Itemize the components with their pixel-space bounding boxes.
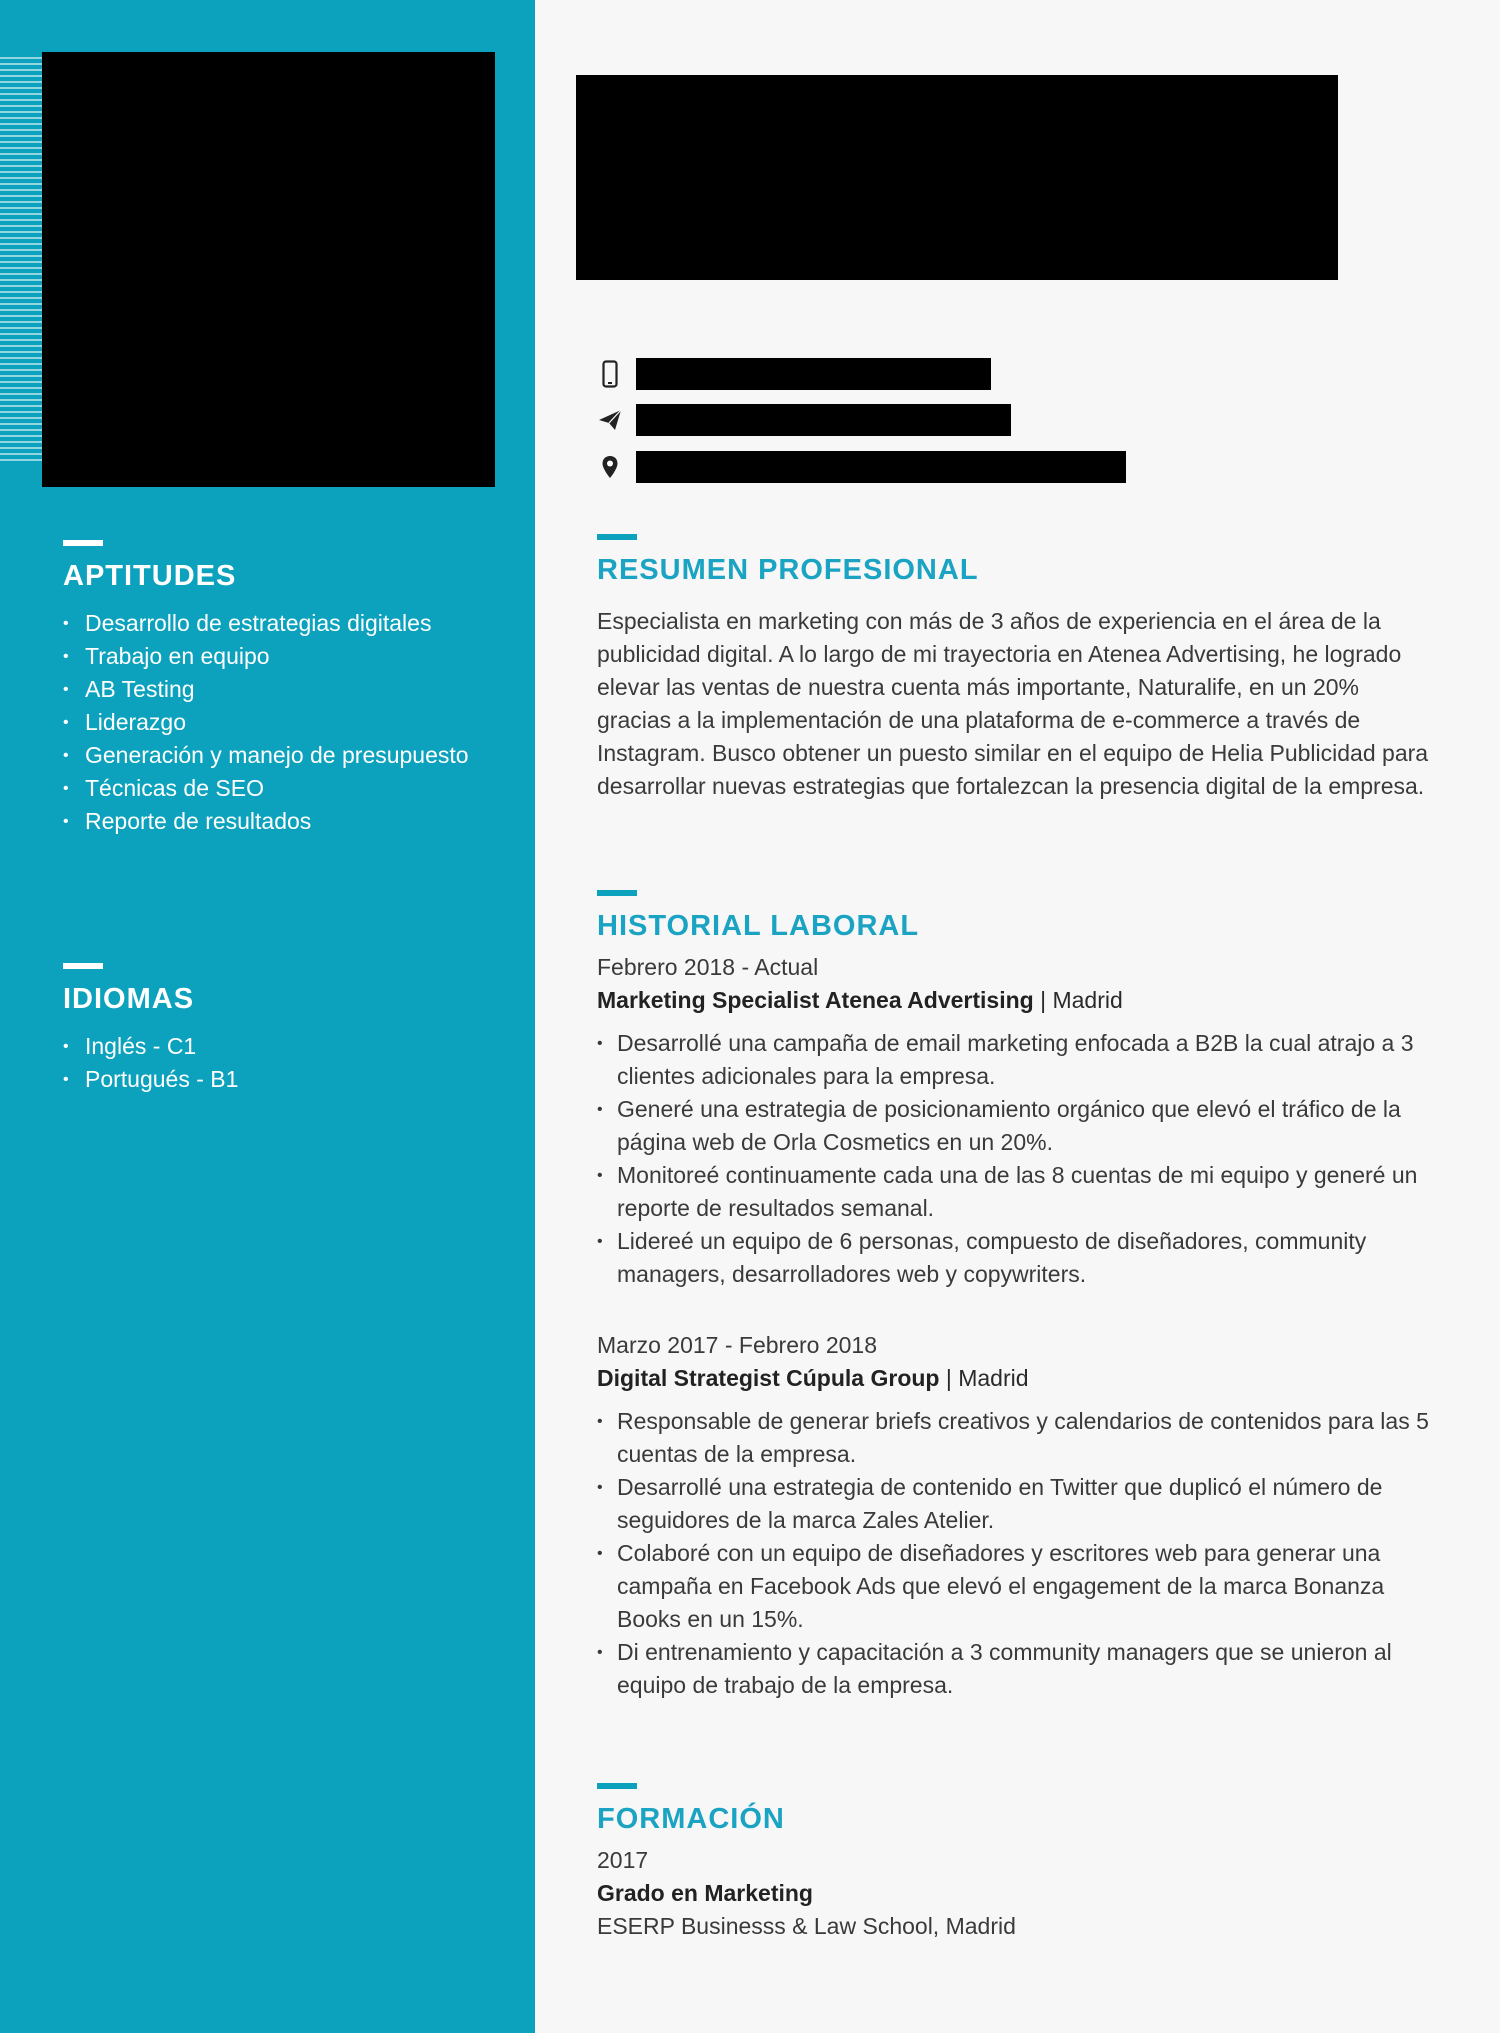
job-location: | Madrid: [1040, 987, 1123, 1013]
list-item: • Lidereé un equipo de 6 personas, compuesto de diseñadores, community managers, desarrolladores web y copywriters.: [597, 1225, 1437, 1291]
job-title: Digital Strategist Cúpula Group: [597, 1365, 940, 1391]
historial-heading: HISTORIAL LABORAL: [597, 910, 920, 942]
email-redacted: [636, 404, 1011, 436]
list-item: • Inglés - C1: [63, 1030, 503, 1063]
resumen-section: [597, 534, 1437, 803]
job-role: [597, 1362, 1437, 1395]
sidebar: [0, 0, 535, 2033]
section-accent-bar: [63, 963, 103, 969]
section-accent-bar: [63, 540, 103, 546]
education-degree: [597, 1877, 1437, 1910]
list-item: • Desarrollé una campaña de email marketing enfocada a B2B la cual atrajo a 3 clientes adicionales para la empresa.: [597, 1027, 1437, 1093]
job-entry: [597, 951, 1437, 1291]
list-item: • Colaboré con un equipo de diseñadores y escritores web para generar una campaña en Facebook Ads que elevó el engagement de la marca Bonanza Books en un 15%.: [597, 1537, 1437, 1636]
job-role: [597, 984, 1437, 1017]
idiomas-heading: IDIOMAS: [63, 983, 195, 1015]
job-dates: Marzo 2017 - Febrero 2018: [597, 1332, 877, 1358]
list-item: • Desarrollo de estrategias digitales: [63, 607, 503, 640]
list-item: • Técnicas de SEO: [63, 772, 503, 805]
aptitudes-section: [63, 540, 503, 838]
job-entry: [597, 1329, 1437, 1702]
address-redacted: [636, 451, 1126, 483]
job-title: Marketing Specialist Atenea Advertising: [597, 987, 1034, 1013]
job-dates: Febrero 2018 - Actual: [597, 954, 819, 980]
historial-section: [597, 890, 1437, 1702]
section-accent-bar: [597, 1783, 637, 1789]
education-year: 2017: [597, 1847, 649, 1873]
contact-address-row: [598, 451, 1126, 483]
list-item: • Di entrenamiento y capacitación a 3 community managers que se unieron al equipo de trabajo de la empresa.: [597, 1636, 1437, 1702]
profile-photo-redacted: [42, 52, 495, 487]
phone-icon: [598, 359, 622, 389]
education-school: ESERP Businesss & Law School, Madrid: [597, 1913, 1016, 1939]
resumen-heading: RESUMEN PROFESIONAL: [597, 554, 979, 586]
section-accent-bar: [597, 890, 637, 896]
list-item: • Generación y manejo de presupuesto: [63, 739, 503, 772]
list-item: • AB Testing: [63, 673, 503, 706]
list-item: • Liderazgo: [63, 706, 503, 739]
degree-title: Grado en Marketing: [597, 1880, 813, 1906]
list-item: • Trabajo en equipo: [63, 640, 503, 673]
list-item: • Generé una estrategia de posicionamiento orgánico que elevó el tráfico de la página web de Orla Cosmetics en un 20%.: [597, 1093, 1437, 1159]
job-bullets: [597, 1405, 1437, 1702]
list-item: • Desarrollé una estrategia de contenido en Twitter que duplicó el número de seguidores de la marca Zales Atelier.: [597, 1471, 1437, 1537]
location-pin-icon: [598, 452, 622, 482]
list-item: • Responsable de generar briefs creativos y calendarios de contenidos para las 5 cuentas de la empresa.: [597, 1405, 1437, 1471]
aptitudes-heading: APTITUDES: [63, 560, 237, 592]
idiomas-section: [63, 963, 503, 1096]
resumen-text: Especialista en marketing con más de 3 años de experiencia en el área de la publicidad digital. A lo largo de mi trayectoria en Atenea Advertising, he logrado elevar las ventas de nuestra cuenta más importante, Naturalife, en un 20% gracias a la implementación de una plataforma de e-commerce a través de Instagram. Busco obtener un puesto similar en el equipo de Helia Publicidad para desarrollar nuevas estrategias que fortalezcan la presencia digital de la empresa.: [597, 608, 1429, 799]
section-accent-bar: [597, 534, 637, 540]
phone-redacted: [636, 358, 991, 390]
contact-email-row: [598, 404, 1011, 436]
formacion-heading: FORMACIÓN: [597, 1803, 785, 1835]
send-icon: [598, 405, 622, 435]
list-item: • Reporte de resultados: [63, 805, 503, 838]
list-item: • Portugués - B1: [63, 1063, 503, 1096]
idiomas-list: [63, 1030, 503, 1096]
name-redacted: [576, 75, 1338, 280]
job-location: | Madrid: [945, 1365, 1029, 1391]
decorative-stripes: [0, 57, 42, 464]
list-item: • Monitoreé continuamente cada una de las 8 cuentas de mi equipo y generé un reporte de resultados semanal.: [597, 1159, 1437, 1225]
formacion-section: [597, 1783, 1437, 1943]
aptitudes-list: [63, 607, 503, 838]
job-bullets: [597, 1027, 1437, 1291]
contact-phone-row: [598, 358, 991, 390]
